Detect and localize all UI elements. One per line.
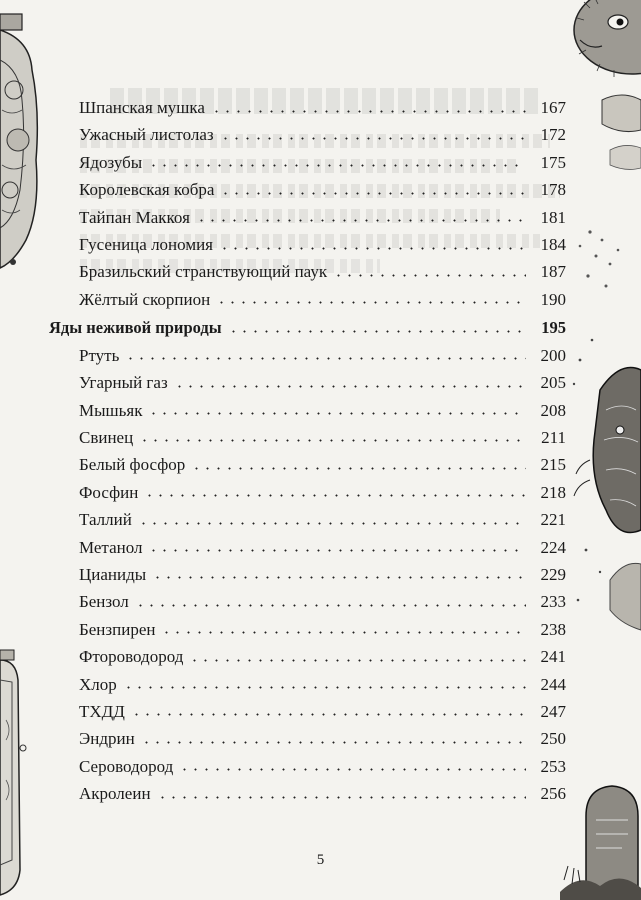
- toc-entry-page: 184: [540, 235, 566, 254]
- toc-section-heading: [49, 315, 566, 341]
- toc-entry-title: Угарный газ: [79, 373, 168, 393]
- dot-leader: [141, 741, 526, 744]
- toc-entry-page: 215: [540, 455, 566, 475]
- toc-entry-title: Таллий: [79, 510, 132, 530]
- toc-entry-title: Фосфин: [79, 482, 139, 502]
- toc-entry-title: Акролеин: [79, 784, 151, 804]
- toc-entry: [79, 617, 566, 643]
- toc-section-page: 195: [541, 318, 566, 338]
- dot-leader: [216, 301, 526, 304]
- toc-entry-title: Бразильский странствующий паук: [79, 262, 328, 282]
- toc-entry-page: 250: [540, 729, 566, 749]
- dot-leader: [191, 467, 526, 470]
- toc-entry-title: Мышьяк: [79, 400, 143, 420]
- toc-entry-page: 247: [540, 701, 566, 721]
- toc-entry-title: Жёлтый скорпион: [79, 289, 211, 309]
- toc-entry-page: 233: [540, 592, 566, 612]
- dot-leader: [135, 604, 526, 607]
- toc-entry-page: 211: [541, 427, 566, 447]
- toc-entry: [79, 672, 566, 698]
- toc-section-title: Яды неживой природы: [49, 318, 222, 338]
- dot-leader: [189, 659, 526, 662]
- toc-entry-title: Ядозубы: [79, 152, 143, 172]
- dot-leader: [220, 137, 526, 140]
- toc-entry: [79, 205, 566, 231]
- toc-entry-title: Свинец: [79, 427, 134, 447]
- toc-entry: [79, 562, 566, 588]
- toc-entry: [79, 781, 566, 807]
- dot-leader: [196, 219, 526, 222]
- toc-entry-page: 229: [540, 564, 566, 584]
- toc-entry-title: Гусеница лономия: [79, 235, 213, 254]
- toc-entry: [79, 370, 566, 396]
- toc-entry-page: 205: [540, 373, 566, 393]
- dot-leader: [148, 164, 526, 167]
- toc-entry-page: 253: [540, 756, 566, 776]
- toc-entry: [79, 754, 566, 780]
- toc-entry: [79, 644, 566, 670]
- dot-leader: [148, 549, 526, 552]
- toc-entry: [79, 287, 566, 313]
- toc-entry-title: Метанол: [79, 537, 143, 557]
- dot-leader: [228, 330, 526, 333]
- toc-entry-page: 181: [540, 207, 566, 227]
- toc-entry: [79, 425, 566, 451]
- toc-entry: [79, 507, 566, 533]
- toc-entry: [79, 343, 566, 369]
- toc-entry: [79, 589, 566, 615]
- toc-entry-page: 241: [540, 647, 566, 667]
- toc-entry-title: Ртуть: [79, 345, 120, 365]
- dot-leader: [157, 796, 526, 799]
- toc-entry: [79, 95, 566, 121]
- dot-leader: [174, 385, 526, 388]
- dot-leader: [125, 357, 526, 360]
- toc-entry: [79, 259, 566, 285]
- toc-entry-title: Фтороводород: [79, 647, 184, 667]
- toc-entry-title: Бензол: [79, 592, 129, 612]
- toc-entry-page: 175: [540, 152, 566, 172]
- toc-entry-page: 238: [540, 619, 566, 639]
- toc-entry-title: Сероводород: [79, 756, 174, 776]
- toc-entry-title: Бензпирен: [79, 619, 156, 639]
- toc-entry-page: 178: [540, 180, 566, 200]
- toc-entry: [79, 699, 566, 725]
- toc-entry: [79, 726, 566, 752]
- toc-entry-page: 190: [540, 289, 566, 309]
- toc-entry: [79, 177, 566, 203]
- toc-entry: [79, 452, 566, 478]
- toc-entry-page: 167: [540, 98, 566, 117]
- toc-entry-title: ТХДД: [79, 701, 125, 721]
- toc-entry-title: Эндрин: [79, 729, 135, 749]
- toc-entry-title: Шпанская мушка: [79, 98, 205, 117]
- toc-entry-page: 200: [540, 345, 566, 365]
- dot-leader: [131, 713, 526, 716]
- toc-entry-title: Хлор: [79, 674, 117, 694]
- dot-leader: [179, 768, 526, 771]
- toc-entry-page: 256: [540, 784, 566, 804]
- dot-leader: [123, 686, 526, 689]
- dot-leader: [219, 247, 526, 250]
- dot-leader: [220, 192, 526, 195]
- dot-leader: [152, 576, 526, 579]
- toc-entry-title: Ужасный листолаз: [79, 125, 214, 145]
- dot-leader: [139, 439, 526, 442]
- dot-leader: [148, 412, 526, 415]
- dot-leader: [211, 110, 526, 113]
- toc-entry-page: 208: [540, 400, 566, 420]
- toc-entry-page: 218: [540, 482, 566, 502]
- dot-leader: [161, 631, 526, 634]
- toc-entry: [79, 535, 566, 561]
- dot-leader: [333, 274, 526, 277]
- toc-entry-page: 221: [540, 510, 566, 530]
- toc-entry-page: 224: [540, 537, 566, 557]
- toc-entry-page: 172: [540, 125, 566, 145]
- toc-entry: [79, 232, 566, 258]
- toc-entry-title: Королевская кобра: [79, 180, 215, 200]
- toc-entry-title: Цианиды: [79, 564, 147, 584]
- dot-leader: [144, 494, 526, 497]
- toc-entry-title: Белый фосфор: [79, 455, 186, 475]
- toc-entry: [79, 122, 566, 148]
- toc-entry: [79, 150, 566, 176]
- toc-entry-page: 187: [540, 262, 566, 282]
- toc-entry-title: Тайпан Маккоя: [79, 207, 190, 227]
- toc-entry: [79, 398, 566, 424]
- dot-leader: [138, 522, 526, 525]
- toc-entry-page: 244: [540, 674, 566, 694]
- toc-entry: [79, 480, 566, 506]
- page-number: 5: [316, 852, 325, 868]
